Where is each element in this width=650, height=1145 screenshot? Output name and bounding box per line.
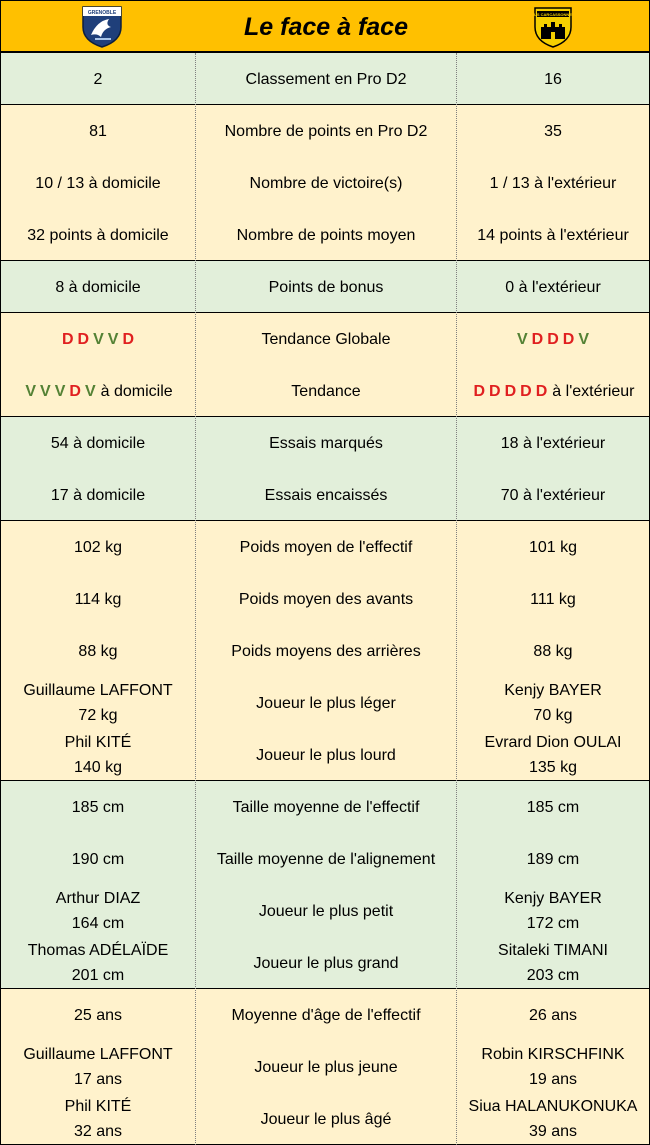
stat-label-cell bbox=[196, 1093, 456, 1145]
right-value: 189 cm bbox=[526, 850, 580, 868]
win-letter: V bbox=[107, 330, 119, 348]
win-letter: V bbox=[578, 330, 590, 348]
stats-row bbox=[1, 1093, 649, 1145]
left-value: Guillaume LAFFONT bbox=[23, 1046, 173, 1063]
right-subvalue: 39 ans bbox=[528, 1123, 578, 1140]
left-value: 185 cm bbox=[71, 798, 125, 816]
stat-label-cell bbox=[196, 209, 456, 261]
left-form-letters bbox=[60, 327, 136, 352]
stat-label: Joueur le plus jeune bbox=[254, 1058, 398, 1076]
stats-section bbox=[1, 53, 649, 105]
left-value: 25 ans bbox=[73, 1006, 123, 1024]
loss-letter: D bbox=[473, 382, 486, 400]
stats-row bbox=[1, 105, 649, 157]
left-subvalue: 140 kg bbox=[73, 759, 123, 776]
left-value-cell bbox=[1, 105, 195, 157]
left-form-cell bbox=[1, 365, 195, 417]
left-subvalue: 201 cm bbox=[71, 967, 125, 984]
stats-row bbox=[1, 261, 649, 313]
left-subvalue: 72 kg bbox=[78, 707, 118, 724]
loss-letter: D bbox=[504, 382, 517, 400]
stat-label-cell bbox=[196, 833, 456, 885]
stats-row bbox=[1, 573, 649, 625]
right-value: 88 kg bbox=[533, 642, 573, 660]
right-form-cell bbox=[457, 313, 649, 365]
left-value: 2 bbox=[93, 70, 103, 88]
right-value: 16 bbox=[544, 70, 562, 88]
left-value-cell bbox=[1, 209, 195, 261]
right-subvalue: 19 ans bbox=[528, 1071, 578, 1088]
right-value-cell bbox=[457, 729, 649, 781]
left-value-cell bbox=[1, 729, 195, 781]
right-value-cell bbox=[457, 677, 649, 729]
stat-label-cell bbox=[196, 729, 456, 781]
left-value-cell bbox=[1, 625, 195, 677]
right-value: 185 cm bbox=[526, 798, 580, 816]
stat-label: Tendance Globale bbox=[261, 330, 391, 348]
right-value-cell bbox=[457, 105, 649, 157]
us-carcassonne-crest-icon bbox=[533, 5, 573, 49]
left-logo-text: GRENOBLE bbox=[87, 10, 117, 16]
left-form-cell bbox=[1, 313, 195, 365]
stat-label: Nombre de victoire(s) bbox=[249, 174, 403, 192]
stats-row bbox=[1, 729, 649, 781]
right-value: Kenjy BAYER bbox=[504, 682, 602, 699]
win-letter: V bbox=[516, 330, 528, 348]
left-value: 88 kg bbox=[78, 642, 118, 660]
left-value: Thomas ADÉLAÏDE bbox=[27, 942, 169, 959]
left-value-cell bbox=[1, 885, 195, 937]
right-subvalue: 203 cm bbox=[526, 967, 580, 984]
win-letter: V bbox=[25, 382, 37, 400]
stats-section bbox=[1, 417, 649, 521]
right-value-cell bbox=[457, 261, 649, 313]
right-value: Robin KIRSCHFINK bbox=[481, 1046, 625, 1063]
win-letter: V bbox=[93, 330, 104, 348]
loss-letter: D bbox=[122, 330, 135, 348]
right-value-cell bbox=[457, 833, 649, 885]
right-value: Siua HALANUKONUKA bbox=[468, 1098, 638, 1115]
stats-row bbox=[1, 833, 649, 885]
stats-row bbox=[1, 417, 649, 469]
left-value: 54 à domicile bbox=[50, 434, 146, 452]
right-value: 14 points à l'extérieur bbox=[477, 226, 629, 244]
stat-label-cell bbox=[196, 1041, 456, 1093]
right-value-cell bbox=[457, 937, 649, 989]
stat-label-cell bbox=[196, 313, 456, 365]
loss-letter: D bbox=[77, 330, 90, 348]
stats-row bbox=[1, 989, 649, 1041]
right-subvalue: 172 cm bbox=[526, 915, 580, 932]
right-value: Evrard Dion OULAI bbox=[484, 734, 622, 751]
loss-letter: D bbox=[562, 330, 575, 348]
right-value: Kenjy BAYER bbox=[504, 890, 602, 907]
stat-label: Poids moyen des avants bbox=[238, 590, 414, 608]
stat-label: Points de bonus bbox=[268, 278, 384, 296]
stat-label-cell bbox=[196, 365, 456, 417]
stat-label: Nombre de points moyen bbox=[236, 226, 416, 244]
right-value-cell bbox=[457, 573, 649, 625]
right-form-letters bbox=[515, 327, 591, 352]
right-value-cell bbox=[457, 521, 649, 573]
stat-label-cell bbox=[196, 417, 456, 469]
left-value: Phil KITÉ bbox=[64, 1098, 132, 1115]
right-value-cell bbox=[457, 469, 649, 521]
stat-label: Poids moyen de l'effectif bbox=[239, 538, 413, 556]
stat-label: Joueur le plus âgé bbox=[260, 1110, 392, 1128]
right-value-cell bbox=[457, 53, 649, 105]
left-value-cell bbox=[1, 937, 195, 989]
loss-letter: D bbox=[489, 382, 501, 400]
left-value: 10 / 13 à domicile bbox=[35, 174, 161, 192]
left-value: 81 bbox=[89, 122, 107, 140]
left-value: 190 cm bbox=[71, 850, 125, 868]
right-value: 0 à l'extérieur bbox=[505, 278, 601, 296]
stats-row bbox=[1, 157, 649, 209]
grenoble-club-crest-icon bbox=[81, 5, 123, 49]
right-value-cell bbox=[457, 781, 649, 833]
left-value-cell bbox=[1, 261, 195, 313]
stat-label: Taille moyenne de l'effectif bbox=[232, 798, 420, 816]
stats-section bbox=[1, 105, 649, 261]
stat-label: Classement en Pro D2 bbox=[245, 70, 407, 88]
left-value: 114 kg bbox=[74, 590, 122, 608]
stats-row bbox=[1, 53, 649, 105]
stats-section bbox=[1, 521, 649, 781]
stat-label-cell bbox=[196, 937, 456, 989]
right-value: 111 kg bbox=[530, 590, 576, 608]
left-form-letters bbox=[23, 379, 97, 404]
stats-row bbox=[1, 1041, 649, 1093]
column-divider bbox=[456, 53, 457, 1145]
left-value: Guillaume LAFFONT bbox=[23, 682, 173, 699]
left-value-cell bbox=[1, 677, 195, 729]
stat-label: Joueur le plus grand bbox=[253, 954, 399, 972]
right-value-cell bbox=[457, 417, 649, 469]
right-subvalue: 135 kg bbox=[528, 759, 578, 776]
right-value-cell bbox=[457, 1093, 649, 1145]
right-form-suffix: à l'extérieur bbox=[552, 382, 635, 400]
stat-label: Poids moyens des arrières bbox=[231, 642, 421, 660]
stats-row bbox=[1, 677, 649, 729]
stats-row bbox=[1, 313, 649, 365]
left-value-cell bbox=[1, 53, 195, 105]
stat-label: Nombre de points en Pro D2 bbox=[224, 122, 428, 140]
stats-section bbox=[1, 989, 649, 1145]
stat-label-cell bbox=[196, 573, 456, 625]
stats-row bbox=[1, 469, 649, 521]
stat-label: Essais marqués bbox=[269, 434, 383, 452]
left-value-cell bbox=[1, 157, 195, 209]
left-value-cell bbox=[1, 417, 195, 469]
loss-letter: D bbox=[69, 382, 81, 400]
stats-section bbox=[1, 261, 649, 313]
left-value-cell bbox=[1, 573, 195, 625]
win-letter: V bbox=[84, 382, 96, 400]
left-form-suffix: à domicile bbox=[100, 382, 173, 400]
right-value: Sitaleki TIMANI bbox=[498, 942, 608, 959]
right-value-cell bbox=[457, 625, 649, 677]
right-form-cell bbox=[457, 365, 649, 417]
right-value: 101 kg bbox=[528, 538, 578, 556]
left-subvalue: 32 ans bbox=[73, 1123, 123, 1140]
stats-row bbox=[1, 885, 649, 937]
stats-row bbox=[1, 625, 649, 677]
stat-label-cell bbox=[196, 521, 456, 573]
left-value: Phil KITÉ bbox=[64, 734, 132, 751]
stat-label-cell bbox=[196, 781, 456, 833]
left-value: Arthur DIAZ bbox=[55, 890, 141, 907]
stat-label-cell bbox=[196, 105, 456, 157]
right-logo-text: US CARCASSONNE bbox=[533, 12, 573, 17]
right-value: 70 à l'extérieur bbox=[500, 486, 606, 504]
left-value-cell bbox=[1, 1093, 195, 1145]
stat-label-cell bbox=[196, 989, 456, 1041]
stat-label-cell bbox=[196, 885, 456, 937]
loss-letter: D bbox=[531, 330, 544, 348]
stat-label: Moyenne d'âge de l'effectif bbox=[231, 1006, 421, 1024]
stat-label: Tendance bbox=[291, 382, 361, 400]
right-value: 1 / 13 à l'extérieur bbox=[489, 174, 617, 192]
right-value-cell bbox=[457, 157, 649, 209]
loss-letter: D bbox=[61, 330, 74, 348]
stats-row bbox=[1, 781, 649, 833]
left-value-cell bbox=[1, 989, 195, 1041]
left-value: 8 à domicile bbox=[55, 278, 141, 296]
right-form-letters bbox=[471, 379, 549, 404]
loss-letter: D bbox=[535, 382, 548, 400]
stat-label: Joueur le plus lourd bbox=[256, 746, 396, 764]
stat-label-cell bbox=[196, 261, 456, 313]
stat-label-cell bbox=[196, 157, 456, 209]
left-value-cell bbox=[1, 469, 195, 521]
stat-label: Joueur le plus léger bbox=[256, 694, 396, 712]
left-subvalue: 17 ans bbox=[73, 1071, 123, 1088]
right-value-cell bbox=[457, 209, 649, 261]
left-value: 102 kg bbox=[73, 538, 123, 556]
left-value-cell bbox=[1, 1041, 195, 1093]
column-divider bbox=[195, 53, 196, 1145]
stats-section bbox=[1, 313, 649, 417]
stat-label: Essais encaissés bbox=[264, 486, 388, 504]
left-value-cell bbox=[1, 781, 195, 833]
stat-label-cell bbox=[196, 677, 456, 729]
right-value-cell bbox=[457, 989, 649, 1041]
stat-label: Taille moyenne de l'alignement bbox=[216, 850, 436, 868]
win-letter: V bbox=[54, 382, 66, 400]
stats-section bbox=[1, 781, 649, 989]
stat-label-cell bbox=[196, 53, 456, 105]
page-title: Le face à face bbox=[244, 13, 408, 41]
right-subvalue: 70 kg bbox=[533, 707, 573, 724]
header-bar bbox=[1, 1, 649, 53]
stat-label-cell bbox=[196, 625, 456, 677]
left-value-cell bbox=[1, 521, 195, 573]
left-value-cell bbox=[1, 833, 195, 885]
right-value: 18 à l'extérieur bbox=[500, 434, 606, 452]
stats-row bbox=[1, 209, 649, 261]
stat-label: Joueur le plus petit bbox=[258, 902, 394, 920]
stat-label-cell bbox=[196, 469, 456, 521]
right-value: 35 bbox=[544, 122, 562, 140]
win-letter: V bbox=[40, 382, 51, 400]
right-value-cell bbox=[457, 1041, 649, 1093]
left-subvalue: 164 cm bbox=[71, 915, 125, 932]
stats-row bbox=[1, 937, 649, 989]
left-value: 17 à domicile bbox=[50, 486, 146, 504]
right-value: 26 ans bbox=[528, 1006, 578, 1024]
stats-row bbox=[1, 365, 649, 417]
right-value-cell bbox=[457, 885, 649, 937]
loss-letter: D bbox=[547, 330, 559, 348]
stats-row bbox=[1, 521, 649, 573]
left-value: 32 points à domicile bbox=[27, 226, 169, 244]
loss-letter: D bbox=[520, 382, 532, 400]
